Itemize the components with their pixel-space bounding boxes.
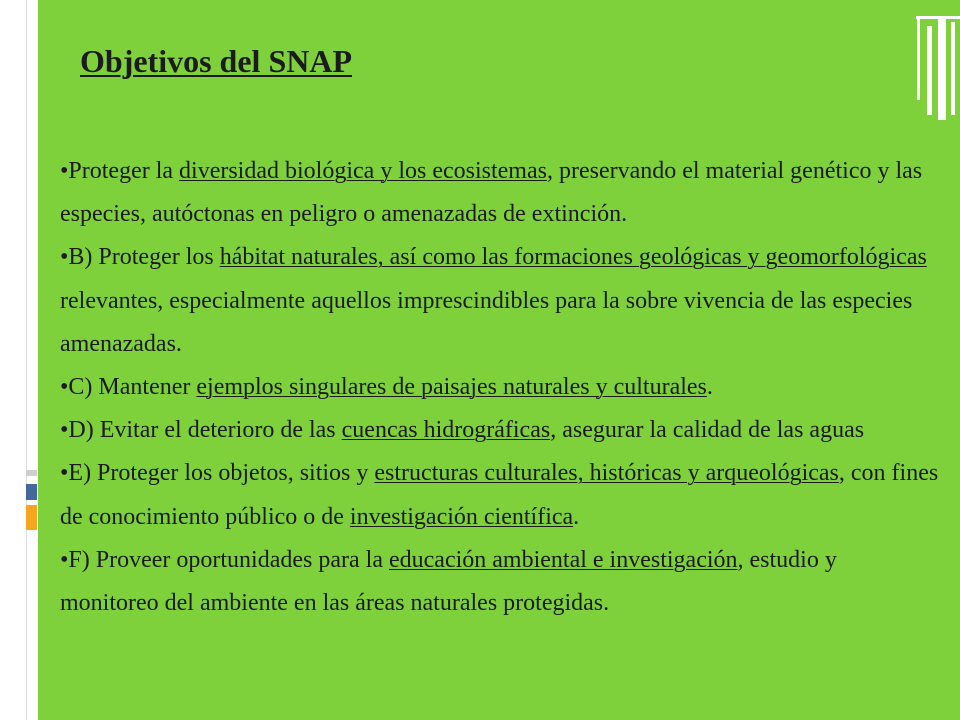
underlined-term: educación ambiental e investigación bbox=[388, 546, 738, 573]
corner-grid-decoration bbox=[910, 10, 960, 125]
left-rule-line bbox=[26, 0, 27, 720]
bullet-item-f bbox=[60, 539, 950, 625]
bullet-text: C) Mantener bbox=[68, 373, 197, 400]
bullet-item-e bbox=[60, 452, 950, 538]
bullet-text: . bbox=[706, 373, 713, 400]
bullet-line bbox=[60, 280, 950, 323]
bullet-line bbox=[60, 582, 950, 625]
bullet-line bbox=[60, 150, 950, 193]
underlined-term: cuencas hidrográficas bbox=[341, 417, 551, 444]
bullet-line bbox=[60, 323, 950, 366]
bullet-text: , con fines bbox=[838, 460, 939, 487]
bullet-line bbox=[60, 236, 950, 279]
bullet-text: , preservando el material genético y las bbox=[546, 158, 923, 184]
underlined-term: hábitat naturales, así como las formaciones geológicas y geomorfológicas bbox=[219, 244, 927, 271]
underlined-term: ejemplos singulares de paisajes naturales y culturales bbox=[196, 373, 707, 400]
underlined-term: estructuras culturales, históricas y arqueológicas bbox=[374, 460, 839, 487]
bullet-line bbox=[60, 452, 950, 495]
bullet-line bbox=[60, 409, 950, 452]
corner-grid-bar bbox=[938, 16, 946, 120]
bullet-text: especies, autóctonas en peligro o amenazadas de extinción. bbox=[60, 201, 628, 228]
slide-title: Objetivos del SNAP bbox=[80, 43, 352, 79]
accent-square-blue bbox=[26, 484, 37, 500]
bullet-item-b bbox=[60, 236, 950, 366]
bullet-item-c bbox=[60, 366, 950, 409]
bullet-line bbox=[60, 193, 950, 236]
bullet-marker: • bbox=[60, 373, 69, 400]
bullet-text: Proteger la bbox=[68, 158, 180, 184]
bullet-text: amenazadas. bbox=[60, 330, 182, 357]
bullet-item-d bbox=[60, 409, 950, 452]
bullet-marker: • bbox=[60, 546, 69, 573]
bullet-marker: • bbox=[60, 417, 69, 444]
corner-grid-bar bbox=[927, 26, 932, 115]
bullet-item-proteger-diversidad bbox=[60, 150, 950, 236]
bullet-text: monitoreo del ambiente en las áreas naturales protegidas. bbox=[60, 589, 610, 616]
underlined-term: diversidad biológica y los ecosistemas bbox=[179, 158, 547, 184]
bullet-text: de conocimiento público o de bbox=[60, 503, 350, 530]
bullet-text: D) Evitar el deterioro de las bbox=[68, 417, 342, 444]
bullet-marker: • bbox=[60, 244, 69, 271]
bullet-text: , estudio y bbox=[737, 546, 837, 573]
underlined-term: investigación científica bbox=[349, 503, 574, 530]
bullet-text: B) Proteger los bbox=[68, 244, 220, 271]
bullet-text: relevantes, especialmente aquellos imprescindibles para la sobre vivencia de las especies bbox=[60, 287, 913, 314]
bullet-line bbox=[60, 539, 950, 582]
corner-grid-bar bbox=[951, 22, 955, 115]
corner-grid-bar bbox=[917, 16, 920, 100]
bullet-text: F) Proveer oportunidades para la bbox=[68, 546, 389, 573]
bullet-marker: • bbox=[60, 158, 69, 184]
bullet-line bbox=[60, 366, 950, 409]
bullet-text: E) Proteger los objetos, sitios y bbox=[68, 460, 375, 487]
accent-square-orange bbox=[26, 505, 37, 530]
accent-square-gray bbox=[26, 470, 37, 476]
left-margin-strip bbox=[0, 0, 38, 720]
bullet-line bbox=[60, 496, 950, 539]
bullet-list bbox=[60, 150, 950, 625]
bullet-text: , asegurar la calidad de las aguas bbox=[550, 417, 865, 444]
bullet-text: . bbox=[573, 503, 580, 530]
bullet-marker: • bbox=[60, 460, 69, 487]
